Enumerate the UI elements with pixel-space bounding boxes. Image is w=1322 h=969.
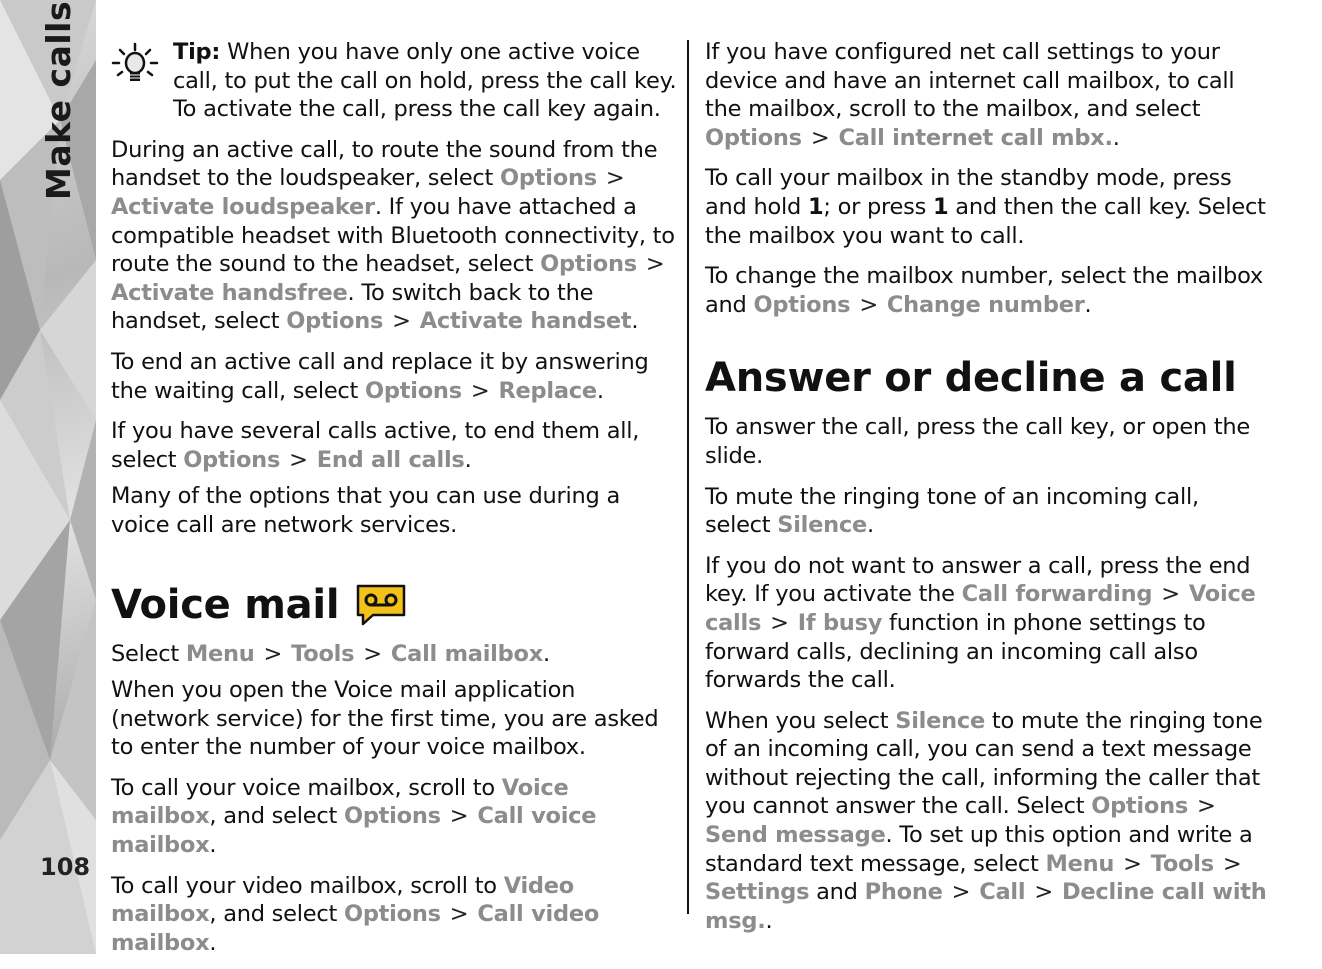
text: . [542,640,550,667]
ui-menu: Menu [185,640,255,667]
ui-call-forwarding: Call forwarding [961,581,1153,608]
ui-if-busy: If busy [797,609,883,636]
separator: > [1161,581,1180,608]
text: , and select [209,803,344,830]
paragraph-standby-mode [705,164,1271,250]
text: . [1084,291,1092,318]
separator: > [605,165,625,192]
right-column [705,38,1271,947]
separator: > [859,291,878,318]
paragraph-answer-call: To answer the call, press the call key, or open the slide. [705,414,1251,469]
separator: > [770,609,789,636]
separator: > [1197,793,1216,820]
paragraph-replace [111,348,677,405]
text: to mute the ringing tone of an incoming call, you can send a text message without rejecting the call, informing the caller that you cannot answer the call. Select [705,707,1263,820]
ui-send-message: Send message [705,822,886,849]
key-1: 1 [807,193,824,220]
text: When you select [705,707,896,734]
column-divider [687,40,689,914]
left-column [111,38,677,969]
paragraph-first-time: When you open the Voice mail application (network service) for the first time, you are asked to enter the number of your voice mailbox. [111,677,659,761]
text: To mute the ringing tone of an incoming call, select [705,483,1199,539]
text: To change the mailbox number, select the mailbox and [705,263,1263,318]
ui-call-video-mailbox: Call video mailbox [111,901,600,956]
ui-tools: Tools [291,640,355,667]
ui-options: Options [343,803,441,830]
separator: > [449,803,469,830]
text: During an active call, to route the sound from the handset to the loudspeaker, select [111,136,658,192]
text: and then the call key. Select the mailbox you want to call. [705,193,1266,249]
text: To call your voice mailbox, scroll to [111,774,502,801]
text: , and select [209,901,344,928]
ui-options: Options [705,124,802,151]
text: function in phone settings to forward calls, declining an incoming call also forwards the call. [705,609,1206,694]
ui-silence: Silence [777,512,868,539]
separator: > [1222,850,1242,877]
ui-call-mailbox: Call mailbox [390,640,543,667]
separator: > [951,879,971,906]
text: and [809,879,865,906]
paragraph-mute-ringing [705,483,1271,540]
separator: > [645,251,665,278]
voice-mail-heading [111,582,677,628]
answer-decline-heading: Answer or decline a call [705,355,1237,402]
paragraph-loudspeaker [111,136,677,336]
separator: > [470,377,490,404]
text: . If you have attached a compatible headset with Bluetooth connectivity, to route the sound to the headset, select [111,193,675,278]
tip-text: When you have only one active voice call, to put the call on hold, press the call key. To activate the call, press the call key again. [173,39,677,123]
separator: > [363,640,382,667]
tip-label: Tip: [173,39,221,65]
ui-call-internet-call-mbx: Call internet call mbx. [838,124,1113,151]
paragraph-send-message [705,707,1271,936]
page-number: 108 [40,853,91,881]
text: . [1112,124,1120,151]
ui-options: Options [1091,793,1189,820]
separator: > [263,640,283,667]
heading-text: Voice mail [111,581,340,628]
ui-options: Options [183,446,281,473]
text: To end an active call and replace it by answering the waiting call, select [111,348,649,404]
ui-tools: Tools [1150,850,1214,877]
text: To call your video mailbox, scroll to [111,872,504,899]
paragraph-call-voice-mailbox [111,774,677,860]
text: . [464,446,472,473]
ui-call: Call [979,879,1026,906]
ui-options: Options [343,901,441,928]
separator: > [289,446,308,473]
ui-settings: Settings [705,879,810,906]
separator: > [1123,850,1142,877]
ui-options: Options [365,377,462,404]
ui-options: Options [500,165,597,192]
ui-activate-handsfree: Activate handsfree [111,279,348,306]
separator: > [810,124,830,151]
ui-voice-calls: Voice calls [705,581,1256,636]
paragraph-network-services: Many of the options that you can use during a voice call are network services. [111,483,621,538]
text: If you do not want to answer a call, press the end key. If you activate the [705,552,1251,608]
ui-activate-loudspeaker: Activate loudspeaker [111,193,375,220]
ui-end-all-calls: End all calls [316,446,465,473]
voicemail-icon [355,583,407,627]
text: . [867,512,874,539]
text: . To set up this option and write a standard text message, select [705,822,1253,877]
text: . [765,907,773,934]
text: If you have several calls active, to end them all, select [111,418,640,473]
ui-voice-mailbox: Voice mailbox [111,774,569,830]
ui-call-voice-mailbox: Call voice mailbox [111,803,597,859]
sidebar [0,0,96,954]
ui-options: Options [286,308,384,335]
paragraph-end-all [111,417,677,474]
text: . [596,377,604,404]
section-title: Make calls [39,0,78,200]
text: ; or press [823,193,933,220]
key-1: 1 [933,193,949,220]
ui-menu: Menu [1045,850,1115,877]
separator: > [449,901,469,928]
ui-options: Options [753,291,851,318]
tip-box [111,38,677,124]
paragraph-decline-call [705,552,1271,695]
ui-change-number: Change number [886,291,1085,318]
ui-replace: Replace [498,377,597,404]
text: . [631,308,639,335]
ui-video-mailbox: Video mailbox [111,872,575,928]
paragraph-select-menu [111,640,677,669]
ui-options: Options [540,251,637,278]
text: Select [111,640,186,667]
ui-decline-call-with-msg: Decline call with msg. [705,879,1267,934]
paragraph-change-number [705,262,1271,319]
paragraph-call-video-mailbox [111,872,677,958]
text: To call your mailbox in the standby mode, press and hold [705,165,1232,220]
ui-phone: Phone [864,879,943,906]
text: . [209,929,217,956]
text: . To switch back to the handset, select [111,279,594,335]
ui-silence: Silence [895,707,986,734]
text: . [209,832,217,859]
paragraph-internet-mailbox [705,38,1271,152]
lightbulb-icon [111,42,159,90]
separator: > [1034,879,1053,906]
text: If you have configured net call settings to your device and have an internet call mailbox, to call the mailbox, scroll to the mailbox, and select [705,39,1235,123]
separator: > [392,308,411,335]
ui-activate-handset: Activate handset [419,308,632,335]
